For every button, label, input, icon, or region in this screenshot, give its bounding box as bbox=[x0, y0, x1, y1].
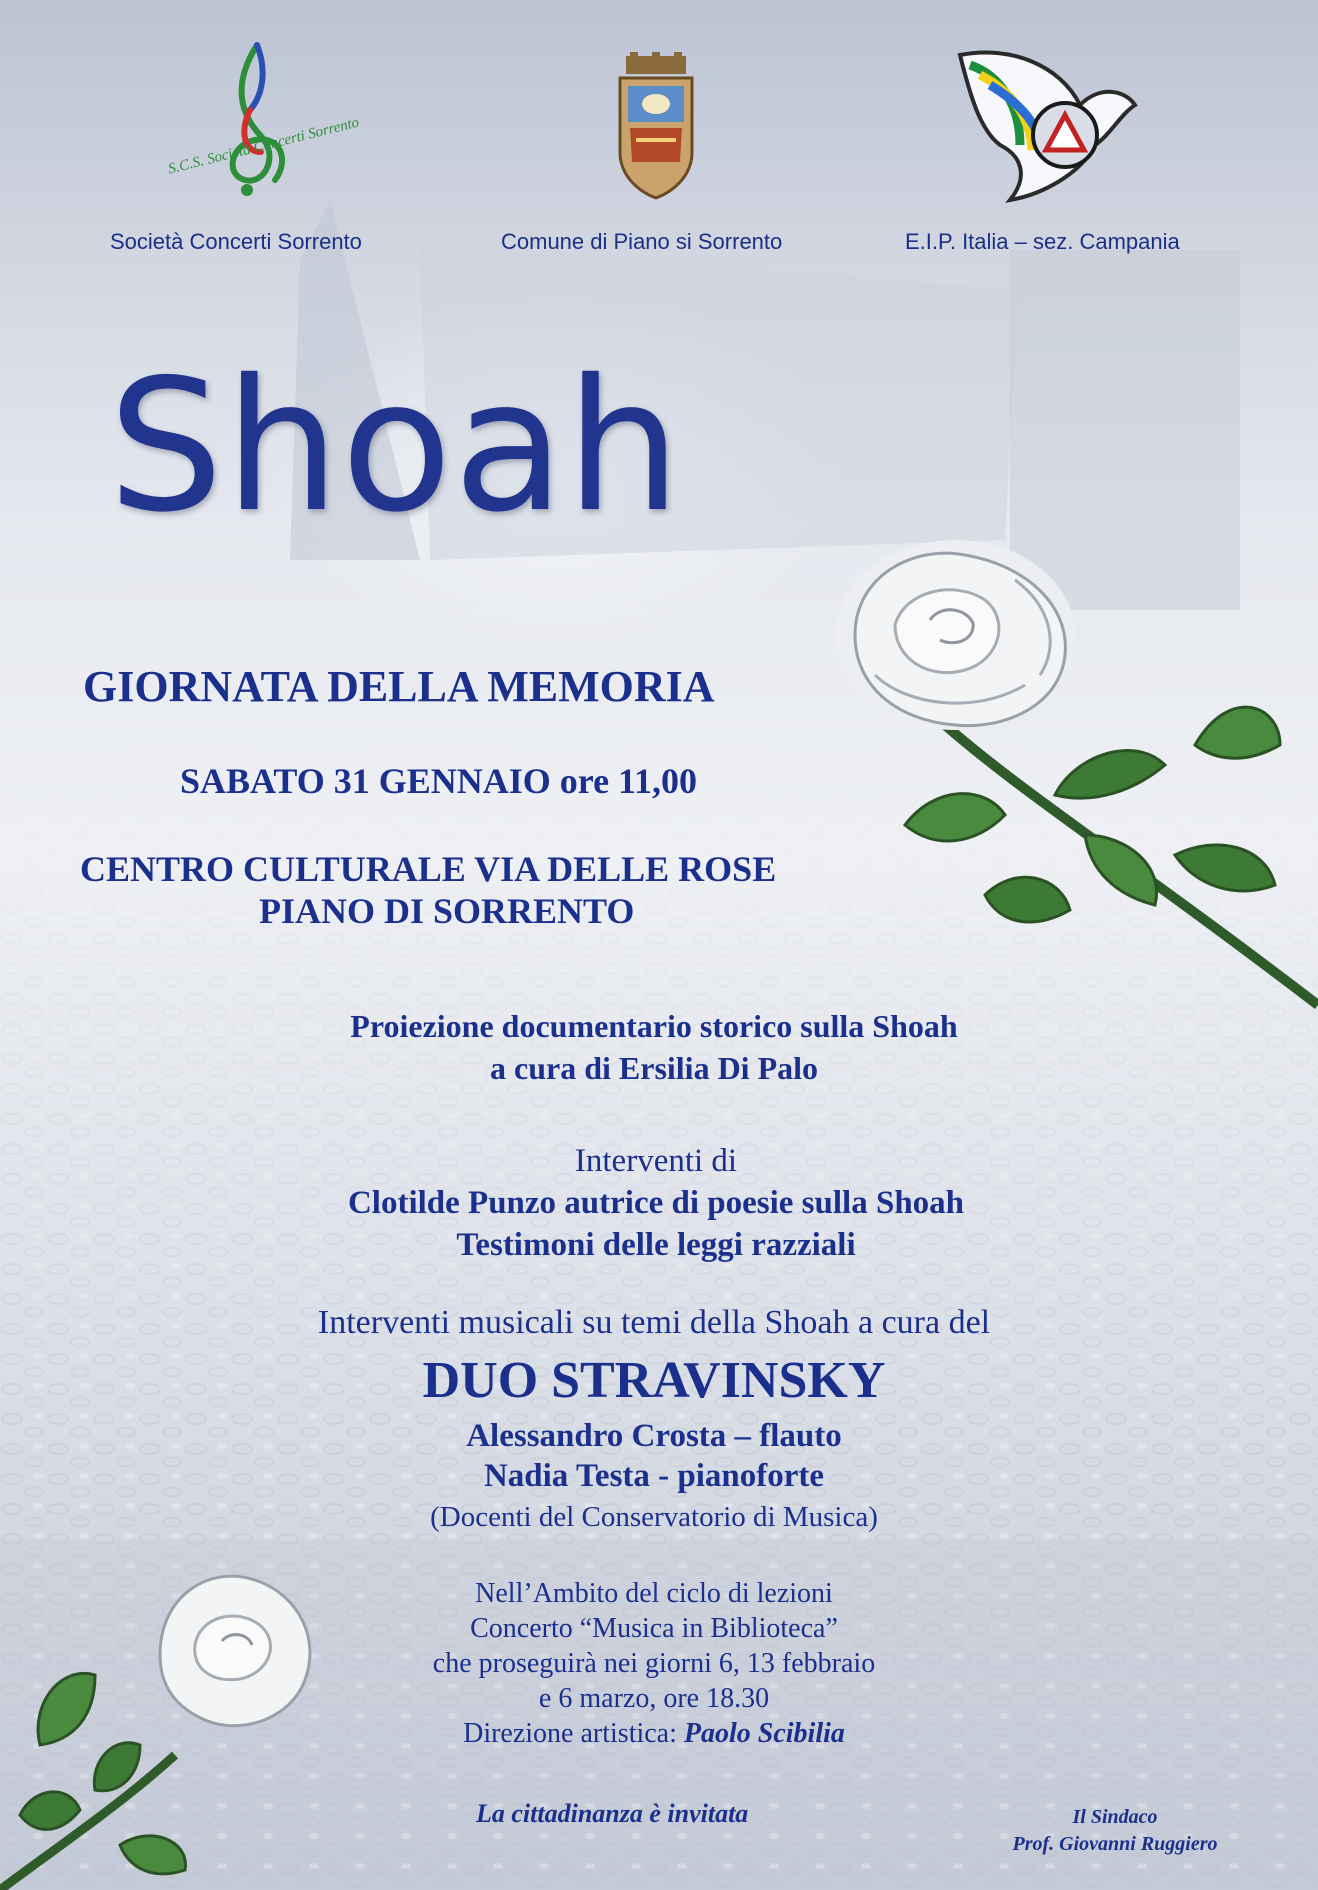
venue-line-1: CENTRO CULTURALE VIA DELLE ROSE bbox=[80, 849, 777, 889]
coat-of-arms-icon bbox=[612, 52, 700, 202]
signature-name: Prof. Giovanni Ruggiero bbox=[1012, 1833, 1218, 1855]
music-intro: Interventi musicali su temi della Shoah a cura del bbox=[317, 1304, 991, 1341]
series-line-4: e 6 marzo, ore 18.30 bbox=[538, 1683, 770, 1714]
projection-line-1: Proiezione documentario storico sulla Shoah bbox=[350, 1008, 958, 1044]
performer-2: Nadia Testa - pianoforte bbox=[483, 1458, 825, 1494]
signature-role: Il Sindaco bbox=[1072, 1806, 1158, 1828]
projection-line-2: a cura di Ersilia Di Palo bbox=[490, 1050, 818, 1086]
white-rose-icon bbox=[835, 535, 1318, 1025]
ensemble-name: DUO STRAVINSKY bbox=[422, 1352, 886, 1409]
artistic-direction-label: Direzione artistica: bbox=[463, 1718, 677, 1749]
speakers-line-2: Testimoni delle leggi razziali bbox=[456, 1227, 856, 1263]
performer-1: Alessandro Crosta – flauto bbox=[466, 1418, 842, 1454]
speakers-line-1: Clotilde Punzo autrice di poesie sulla Shoah bbox=[347, 1185, 965, 1221]
logo-label-societa: Società Concerti Sorrento bbox=[110, 229, 362, 254]
white-rose-small-icon bbox=[0, 1545, 330, 1890]
artistic-direction bbox=[463, 1720, 845, 1748]
page-title: Shoah bbox=[108, 340, 683, 552]
logo-label-eip: E.I.P. Italia – sez. Campania bbox=[905, 229, 1180, 254]
series-line-3: che proseguirà nei giorni 6, 13 febbraio bbox=[432, 1648, 876, 1679]
invitation: La cittadinanza è invitata bbox=[476, 1799, 749, 1828]
logo-label-comune: Comune di Piano si Sorrento bbox=[501, 229, 783, 254]
dove-icon bbox=[950, 35, 1140, 210]
speakers-intro: Interventi di bbox=[574, 1143, 738, 1179]
series-line-1: Nell’Ambito del ciclo di lezioni bbox=[475, 1578, 833, 1609]
series-line-2: Concerto “Musica in Biblioteca” bbox=[470, 1613, 838, 1644]
artistic-director-name: Paolo Scibilia bbox=[683, 1718, 845, 1749]
venue-line-2: PIANO DI SORRENTO bbox=[259, 891, 635, 931]
subtitle: GIORNATA DELLA MEMORIA bbox=[83, 662, 715, 711]
logo-mark-text: S.C.S. Società Concerti Sorrento bbox=[166, 114, 361, 178]
event-date: SABATO 31 GENNAIO ore 11,00 bbox=[180, 761, 698, 801]
performers-note: (Docenti del Conservatorio di Musica) bbox=[430, 1501, 878, 1533]
